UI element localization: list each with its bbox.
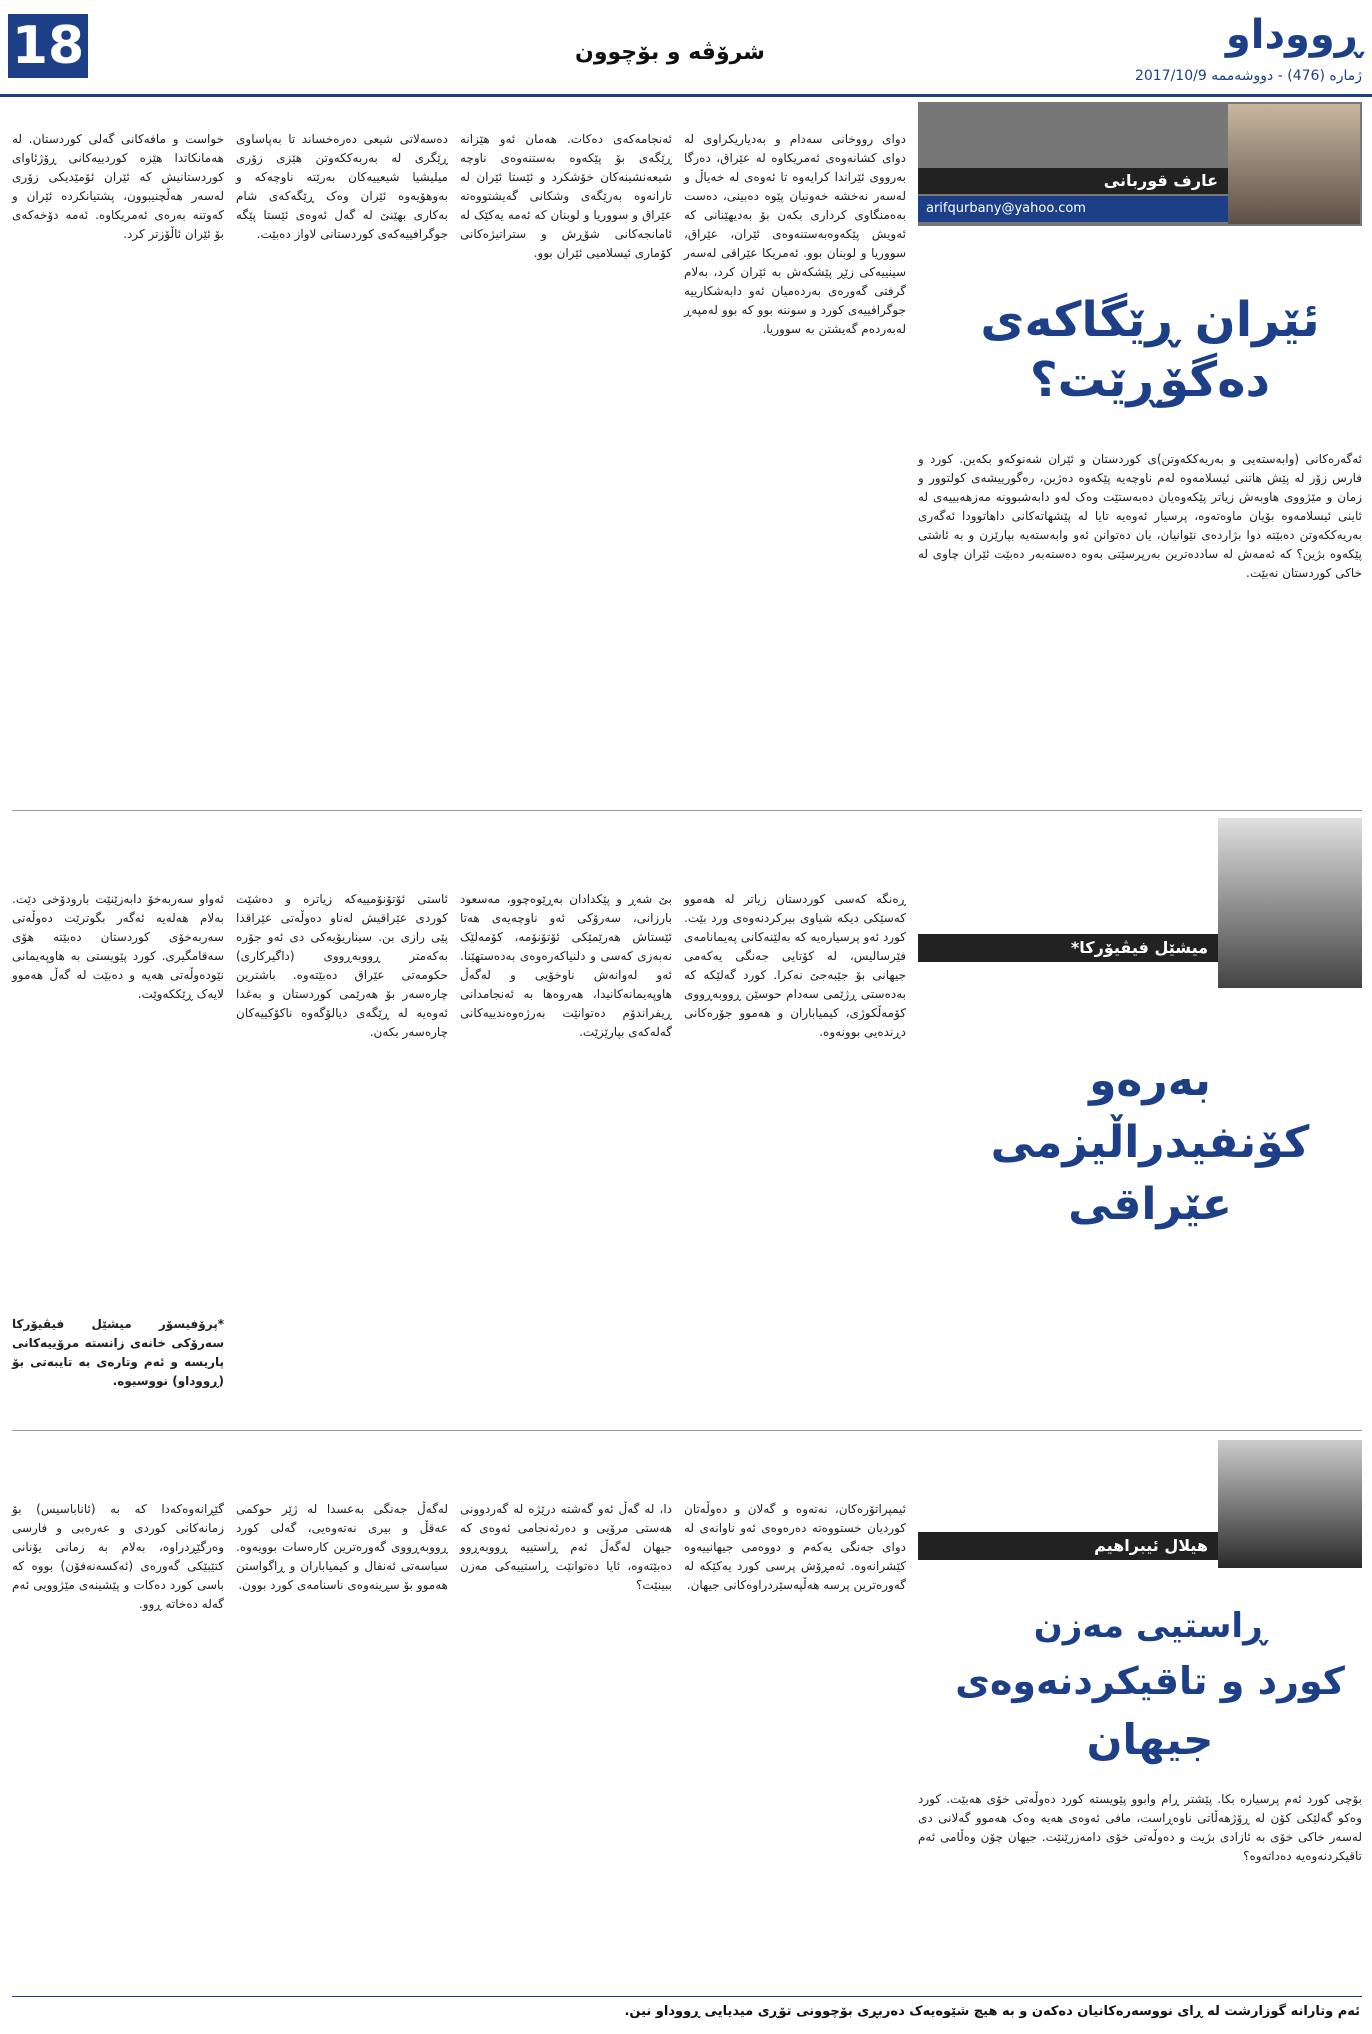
article-text: بۆچی کورد ئەم پرسیارە بکا. پێشتر ڕام وابوو پێویستە کورد دەوڵەتی خۆی هەبێت. کورد وەکو گەلێکی کۆن لە ڕۆژهەڵاتی ناوەڕاست، مافی ئەوەی هەیە وەک هەموو گەلانی دی لەسەر خاکی خۆی بە ئازادی بژیت و دەوڵەتی خۆی دامەزرێنێت. جیهان چۆن وەڵامی ئەم تاقیکردنەوەیە دەداتەوە؟	[918, 1792, 1362, 1863]
article-column	[236, 890, 448, 1410]
article-text: ڕەنگە کەسی کوردستان زیاتر لە هەموو کەسێکی دیکە شیاوی بیرکردنەوەی ورد بێت. کورد ئەو پرسیارەیە کە بەلێنەکانی پەیمانامەی فێرسالیس، لە کۆتایی جەنگی یەکەمی جیهانی بۆ جێبەجێ نەکرا. کورد گەلێکە کە بەدەستی ڕژێمی سەدام حوسێن ڕووبەڕووی کۆمەڵکوژی، کیمیاباران و هەموو جۆرەکانی دڕندەیی بوونەوە.	[684, 892, 906, 1039]
author-name: میشێل فیڤیۆرکا*	[918, 934, 1218, 962]
author-photo-box	[918, 818, 1362, 990]
article-text: دەسەلاتی شیعی دەرەخساند تا بەپاساوی ڕێگری لە بەربەککەوتن هێزی زۆری میلیشیا شیعییەکان بەرێتە ناوچەکە و بەوهۆیەوە ئێران وەک ڕێگەکەی شام بەکاری بهێنێ لە گەل ئەوەی ئێستا پێگە جوگرافییەکەی کوردستانی لاواز دەبێت.	[236, 132, 448, 241]
article-text: ئیمپراتۆرەکان، نەتەوە و گەلان و دەوڵەتان کوردیان خستووەتە دەرەوەی ئەو ناوانەی لە دوای جەنگی یەکەم و دووەمی جیهانییەوە کێشرانەوە. ئەمڕۆش پرسی کورد یەکێکە لە گەورەترین پرسە هەڵپەسێردراوەکانی جیهان.	[684, 1502, 906, 1592]
author-email: arifqurbany@yahoo.com	[918, 196, 1228, 222]
rudaw-logo: ڕووداو	[1225, 12, 1362, 58]
article-title-line: بەرەو کۆنفیدراڵیزمی	[990, 1055, 1310, 1168]
article-text: گێڕانەوەکەدا کە بە (ئاناباسیس) بۆ زمانەکانی کوردی و عەرەبی و فارسی وەرگێڕدراوە، بەلام بە زمانی یۆنانی کتێبێکی گەورەی (ئەکسەنەفۆن) بووە کە باسی کورد دەکات و پێشینەی مێژوویی ئەم گەلە دەخاتە ڕوو.	[12, 1502, 224, 1611]
article-column	[918, 1790, 1362, 1985]
author-photo-box	[918, 102, 1362, 226]
article-column	[684, 890, 906, 1410]
author-photo	[1218, 1440, 1362, 1568]
article-title-line: جیهان	[1086, 1715, 1214, 1764]
author-bio	[12, 1315, 224, 1388]
article-title-line: ڕاستیی مەزن	[1033, 1606, 1267, 1646]
article-column	[460, 890, 672, 1410]
article-text: دا، لە گەڵ ئەو گەشتە درێژە لە گەردوونی هەستی مرۆیی و دەرئەنجامی ئەوەی کە جیهان لەگەڵ ئەم ڕاستییە ڕووبەڕوو دەبێتەوە، ئایا دەتوانێت ڕاستییەکی مەزن ببینێت؟	[460, 1502, 672, 1592]
article-title	[950, 1050, 1350, 1236]
article-column	[684, 130, 906, 790]
article-title-line: دەگۆڕێت؟	[1029, 352, 1271, 408]
article-column	[684, 1500, 906, 1985]
disclaimer-note: ئەم وتارانە گوزارشت لە ڕای نووسەرەکانیان دەکەن و بە هیچ شێوەیەک دەربڕی بۆچوونی تۆڕی میدیایی ڕووداو نین.	[624, 2004, 1360, 2019]
article-text: ئەنجامەکەی دەکات. هەمان ئەو هێزانە ڕێگەی بۆ پێکەوە بەستنەوەی ناوچە شیعەنشینەکان خۆشکرد و ئێستا ئێران لە تارانەوە بەرێگەی وشکانی گەیشتووەتە عێراق و سووریا و لوبنان کە ئەمە یەکێک لە ئامانجەکانی شۆڕش و ستراتیژەکانی کۆماری ئیسلامیی ئێران بوو.	[460, 132, 672, 260]
article-text: ئاستی ئۆتۆنۆمییەکە زیاترە و دەشێت کوردی عێراقیش لەناو دەوڵەتی عێراقدا پێی رازی بن. سیناریۆیەکی دی ئەو جۆرە بەکەمتر ڕووبەڕووی (داگیرکاری) حکومەتی عێراق دەبێتەوە. باشترین چارەسەر بۆ هەرێمی کوردستان و بەغدا ئەوەیە لە ڕێگەی دیالۆگەوە ناکۆکییەکان چارەسەر بکەن.	[236, 892, 448, 1039]
article-column	[12, 890, 224, 1300]
author-photo	[1228, 104, 1360, 224]
article-text: لەگەڵ جەنگی بەعسدا لە ژێر حوکمی عەقڵ و بیری نەتەوەیی، گەلی کورد ڕووبەڕووی گەورەترین کارەسات بوویەوە. سیاسەتی ئەنفال و کیمیاباران و ڕاگواستن هەموو بۆ سڕینەوەی ناسنامەی کورد بوون.	[236, 1502, 448, 1592]
article-column	[460, 130, 672, 790]
author-name: هیلال ئیبراهیم	[918, 1532, 1218, 1560]
author-bio-text: *پرۆفیسۆر میشێل فیڤیۆرکا سەرۆکی خانەی زانستە مرۆییەکانی پاریسە و ئەم وتارەی بە تایبەتی بۆ (ڕووداو) نووسیوە.	[12, 1317, 224, 1388]
page-header	[0, 0, 1372, 96]
section-divider	[12, 1430, 1362, 1431]
article-text: ئەواو سەربەخۆ دابەزێنێت بارودۆخی دێت. بەلام هەلەیە ئەگەر بگوترێت دەوڵەتی سەربەخۆی کوردستان دەبێتە هۆی سەقامگیری. کورد پێویستی بە هاوپەیمانی نێودەوڵەتی هەیە و دەبێت لە گەڵ هەموو لایەک ڕێککەوێت.	[12, 892, 224, 1001]
article-text: ئەگەرەکانی (وابەستەیی و بەریەککەوتن)ی کوردستان و ئێران شەنوکەو بکەین. کورد و فارس زۆر لە پێش هاتنی ئیسلامەوە لەم ناوچەیە پێکەوە دەژین، رەگورییشەی کولتوور و زمان و مێژووی هاوبەش زیاتر پێکەوەیان دەبەستێت وەک لەو دابەشبوونە مەزهەبییەی لە ئاینی ئیسلامەوە بۆیان ماوەتەوە، پرسیار ئەوەیە تایا لە پێشهاتەکانی داهاتوودا ئەگەری بەریەککەوتن دەبێتە دوا بژاردەی نێوانیان، یان دەتوانن ئەو وابەستەیە بپارێزن و بە ئاشتی پێکەوە بژین؟ کە ئەمەش لە ساددەترین بەرپرسێتی بەوە دەستەبەر دەبێت ئێران چاوی لە خاکی کوردستان نەبێت.	[918, 452, 1362, 580]
footer-divider	[12, 1996, 1362, 1997]
article-column	[918, 450, 1362, 790]
section-divider	[12, 810, 1362, 811]
article-title-line: ئێران ڕێگاکەی	[980, 292, 1320, 348]
author-photo	[1218, 818, 1362, 988]
article-text: خواست و مافەکانی گەلی کوردستان. لە هەمانکاتدا هێزە کوردییەکانی ڕۆژئاوای کوردستانیش کە ئێران ئۆمێدیکی زۆری لەسەر هەڵچنیبوون، پشتیانکردە ئێران و کەوتنە بەرەی ئەمریکاوە. ئەمە دۆخەکەی بۆ ئێران ئاڵۆزتر کرد.	[12, 132, 224, 241]
article-title-line: کورد و تاقیکردنەوەی	[955, 1659, 1345, 1703]
article-text: بێ شەڕ و پێکدادان بەڕێوەچوو، مەسعود بارزانی، سەرۆکی ئەو ناوچەیەی هەتا ئێستاش هەرێمێکی ئۆتۆنۆمە، کۆمەلێک نەبەزی کەسی و دلنیاکەرەوەی بەدەستهێنا. ئەو لەوانەش ناوخۆیی و لەگەڵ هاوپەیمانەکانیدا، هەروەها بە ئەنجامدانی ڕیفراندۆم دەتوانێت بەرژەوەندییەکانی گەلەکەی بپارێزێت.	[460, 892, 672, 1039]
article-text: دوای رووخانی سەدام و بەدیاریکراوی لە دوای کشانەوەی ئەمریکاوە لە عێراق، دەرگا بەرووی ئێراندا کرایەوە تا ئەوەی لە خەیاڵ و لەسەر نەخشە خەونیان پێوە دەبینی، دەست بەەمنگاوی کرداری بکەن بۆ بەدیهێنانی کە ئەویش پێکەوەبەستنەوەی ئێران، عێراق، سووریا و لوبنان بوو. ئەمریکا عێراقی لەسەر سینییەکی زێڕ پێشکەش بە ئێران کرد، بەلام گرفتی گەورەی بەردەمیان ئەو دابەشکارییە جوگرافییەی کورد و سوننە بوو کە بوو لەمپەڕ لەبەردەم گەیشتن بە سووریا.	[684, 132, 906, 336]
article-title-line: عێراقی	[1068, 1179, 1232, 1230]
issue-info: ژمارە (476) - دووشەممە 2017/10/9	[1134, 68, 1362, 84]
article-column	[236, 1500, 448, 1985]
article-title	[950, 290, 1350, 410]
article-column	[460, 1500, 672, 1985]
page-number: 18	[8, 14, 88, 78]
article-column	[236, 130, 448, 790]
article-title	[950, 1600, 1350, 1770]
article-column	[12, 1500, 224, 1985]
section-title: شرۆڤە و بۆچوون	[575, 40, 765, 65]
header-divider	[0, 94, 1372, 97]
article-column	[12, 130, 224, 790]
author-name: عارف قوربانی	[918, 168, 1228, 194]
author-photo-box	[918, 1440, 1362, 1570]
